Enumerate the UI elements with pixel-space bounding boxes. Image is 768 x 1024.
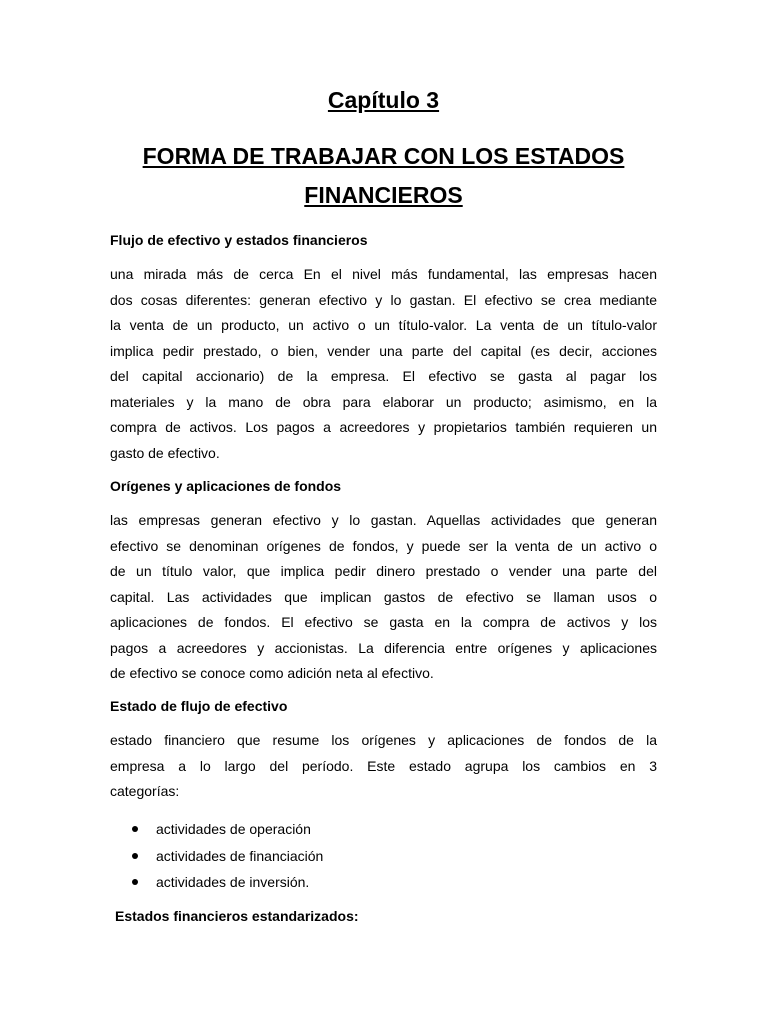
paragraph-line: gasto de efectivo. bbox=[110, 444, 220, 461]
paragraph-line: del capital accionario) de la empresa. El efectivo se gasta al pagar los bbox=[110, 368, 657, 384]
list-item-text: actividades de financiación bbox=[156, 847, 324, 864]
section-paragraph bbox=[110, 728, 657, 805]
paragraph-line: materiales y la mano de obra para elaborar un producto; asimismo, en la bbox=[110, 393, 657, 410]
section-paragraph bbox=[110, 262, 657, 466]
section-heading: Orígenes y aplicaciones de fondos bbox=[110, 478, 342, 494]
paragraph-line: una mirada más de cerca En el nivel más fundamental, las empresas hacen bbox=[110, 266, 657, 282]
paragraph-line: dos cosas diferentes: generan efectivo y lo gastan. El efectivo se crea mediante bbox=[110, 291, 657, 308]
document-title-line: FINANCIEROS bbox=[304, 182, 463, 208]
paragraph-line: compra de activos. Los pagos a acreedores y propietarios también requieren un bbox=[110, 419, 657, 435]
paragraph-line: efectivo se denominan orígenes de fondos, y puede ser la venta de un activo o bbox=[110, 537, 657, 554]
section-paragraph bbox=[110, 508, 657, 687]
chapter-title: Capítulo 3 bbox=[327, 87, 440, 113]
list-item bbox=[132, 816, 323, 843]
bullet-icon bbox=[132, 853, 138, 859]
paragraph-line: capital. Las actividades que implican gastos de efectivo se llaman usos o bbox=[110, 588, 657, 605]
paragraph-line: aplicaciones de fondos. El efectivo se gasta en la compra de activos y los bbox=[110, 614, 657, 630]
bullet-icon bbox=[132, 879, 138, 885]
document-title-line: FORMA DE TRABAJAR CON LOS ESTADOS bbox=[142, 143, 625, 169]
paragraph-line: de un título valor, que implica pedir dinero prestado o vender una parte del bbox=[110, 563, 657, 579]
paragraph-line: las empresas generan efectivo y lo gastan. Aquellas actividades que generan bbox=[110, 512, 657, 528]
document-title bbox=[110, 137, 657, 215]
list-item-text: actividades de inversión. bbox=[156, 874, 310, 890]
paragraph-line: de efectivo se conoce como adición neta al efectivo. bbox=[110, 665, 434, 681]
paragraph-line: estado financiero que resume los orígenes y aplicaciones de fondos de la bbox=[110, 732, 657, 748]
list-item bbox=[132, 843, 323, 870]
paragraph-line: pagos a acreedores y accionistas. La diferencia entre orígenes y aplicaciones bbox=[110, 639, 657, 656]
paragraph-line: implica pedir prestado, o bien, vender una parte del capital (es decir, acciones bbox=[110, 342, 657, 359]
list-item bbox=[132, 869, 323, 896]
section-heading: Estado de flujo de efectivo bbox=[110, 698, 288, 714]
paragraph-line: empresa a lo largo del período. Este estado agrupa los cambios en 3 bbox=[110, 757, 657, 774]
section-heading: Flujo de efectivo y estados financieros bbox=[110, 232, 368, 248]
paragraph-line: la venta de un producto, un activo o un título-valor. La venta de un título-valor bbox=[110, 317, 657, 333]
bullet-list bbox=[132, 816, 323, 896]
list-item-text: actividades de operación bbox=[156, 821, 311, 837]
bullet-icon bbox=[132, 826, 138, 832]
section-heading: Estados financieros estandarizados: bbox=[115, 908, 359, 924]
paragraph-line: categorías: bbox=[110, 783, 180, 799]
